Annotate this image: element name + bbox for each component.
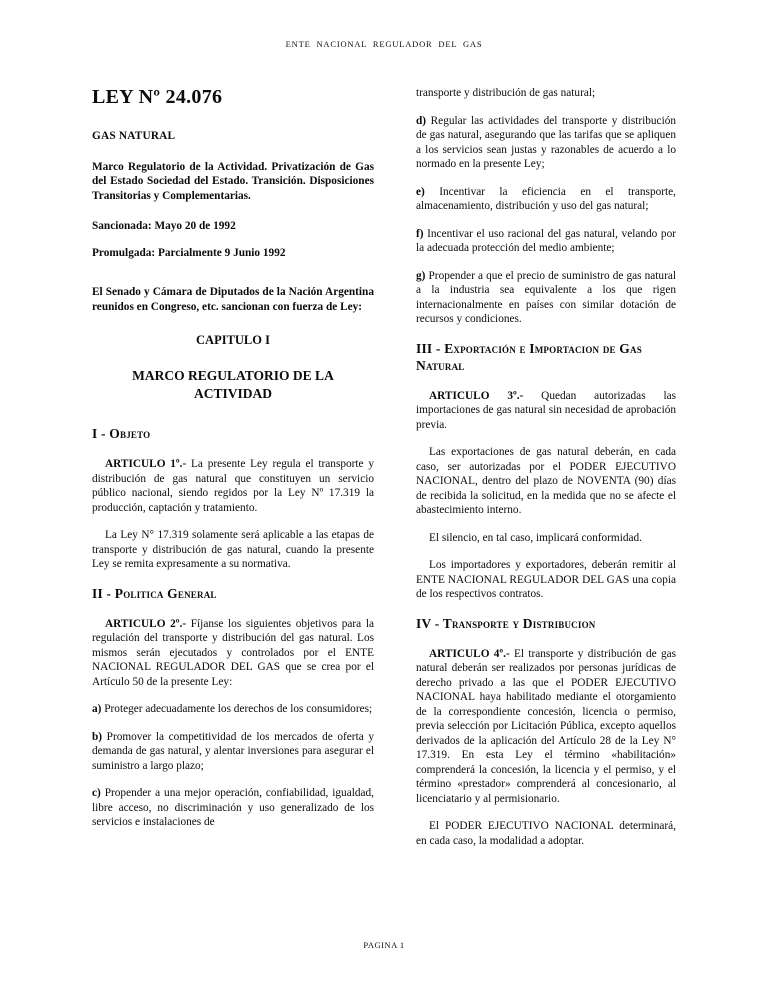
- page-footer: PAGINA 1: [363, 940, 405, 950]
- article-4-paragraph: [416, 647, 676, 807]
- enacting-clause: El Senado y Cámara de Diputados de la Nación Argentina reunidos en Congreso, etc. sancionan con fuerza de Ley:: [92, 286, 374, 313]
- list-item-g-label: g): [416, 269, 426, 282]
- sanction-date: Sancionada: Mayo 20 de 1992: [92, 220, 236, 232]
- list-item-b: [92, 730, 374, 774]
- list-item-e-label: e): [416, 185, 425, 198]
- running-header: ENTE NACIONAL REGULADOR DEL GAS: [285, 39, 483, 49]
- article-1-label: ARTICULO 1º.-: [105, 458, 187, 470]
- article-2-label: ARTICULO 2º.-: [105, 617, 187, 630]
- list-item-a-text: Proteger adecuadamente los derechos de los consumidores;: [101, 703, 373, 715]
- list-item-g: [416, 269, 676, 327]
- list-item-c-text: Propender a una mejor operación, confiabilidad, igualdad, libre acceso, no discriminación y uso generalizado de los servicios e instalaciones de: [92, 787, 374, 828]
- list-item-f-label: f): [416, 227, 424, 240]
- list-item-d-text: Regular las actividades del transporte y distribución de gas natural, asegurando que las tarifas que se apliquen a los servicios sean justas y razonables de acuerdo a lo normado en la presente Ley;: [416, 114, 676, 170]
- chapter-title: MARCO REGULATORIO DE LA ACTIVIDAD: [132, 368, 334, 401]
- list-item-e: [416, 185, 676, 214]
- continuation-paragraph: transporte y distribución de gas natural;: [416, 87, 596, 99]
- chapter-label: CAPITULO I: [196, 333, 270, 347]
- section-heading-exportacion-importacion: III - Exportación e Importacion de Gas Natural: [416, 340, 642, 373]
- article-1-paragraph-2: La Ley N° 17.319 solamente será aplicable a las etapas de transporte y distribución de gas natural, cuando la presente Ley se remita expresamente a su normativa.: [92, 529, 374, 570]
- article-1-paragraph: [92, 457, 374, 515]
- list-item-d-label: d): [416, 114, 427, 127]
- section-heading-politica-general: II - Politica General: [92, 585, 217, 601]
- right-column: [416, 86, 676, 861]
- section-heading-objeto: I - Objeto: [92, 426, 151, 441]
- list-item-g-text: Propender a que el precio de suministro de gas natural a la industria sea equivalente a los que rigen internacionalmente en países con similar dotación de recursos y condiciones.: [416, 269, 676, 325]
- list-item-f: [416, 227, 676, 256]
- list-item-f-text: Incentivar el uso racional del gas natural, velando por la adecuada protección del medio ambiente;: [416, 227, 676, 254]
- list-item-b-text: Promover la competitividad de los mercados de oferta y demanda de gas natural, y alentar inversiones para asegurar el suministro a largo plazo;: [92, 730, 374, 772]
- list-item-a: [92, 702, 374, 717]
- article-3-paragraph-2: Las exportaciones de gas natural deberán, en cada caso, ser autorizadas por el PODER EJECUTIVO NACIONAL, dentro del plazo de NOVENTA (90) días de recibida la solicitud, en la medida que no se afecte el abastecimiento interno.: [416, 446, 676, 516]
- article-3-text: Quedan autorizadas las importaciones de gas natural sin necesidad de aprobación previa.: [416, 389, 676, 431]
- article-1-text: La presente Ley regula el transporte y distribución de gas natural que constituyen un servicio público nacional, siendo regidos por la Ley Nº 17.319 la producción, captación y tratamiento.: [92, 458, 374, 514]
- left-column: [92, 86, 374, 843]
- article-4-paragraph-2: El PODER EJECUTIVO NACIONAL determinará, en cada caso, la modalidad a adoptar.: [416, 820, 676, 847]
- article-3-paragraph-3: El silencio, en tal caso, implicará conformidad.: [429, 531, 642, 544]
- list-item-a-label: a): [92, 703, 102, 715]
- article-2-text: Fíjanse los siguientes objetivos para la regulación del transporte y distribución del gas natural. Los mismos serán ejecutados y controlados por el ENTE NACIONAL REGULADOR DEL GAS que se crea por el Artículo 50 de la presente Ley:: [92, 617, 374, 688]
- list-item-e-text: Incentivar la eficiencia en el transporte, almacenamiento, distribución y uso del gas natural;: [416, 185, 676, 212]
- law-subject: GAS NATURAL: [92, 130, 176, 142]
- law-summary: Marco Regulatorio de la Actividad. Privatización de Gas del Estado Sociedad del Estado. Transición. Disposiciones Transitorias y Complementarias.: [92, 160, 374, 202]
- law-title: LEY Nº 24.076: [92, 86, 223, 108]
- section-heading-transporte-distribucion: IV - Transporte y Distribucion: [416, 615, 596, 631]
- list-item-c-label: c): [92, 787, 101, 799]
- article-3-label: ARTICULO 3º.-: [429, 389, 524, 402]
- article-2-paragraph: [92, 617, 374, 690]
- article-3-paragraph: [416, 389, 676, 433]
- article-4-text: El transporte y distribución de gas natural deberán ser realizados por personas jurídicas de derecho privado a las que el PODER EJECUTIVO NACIONAL haya habilitado mediante el otorgamiento de la correspondiente concesión, licencia o permiso, previa selección por Licitación Pública, excepto aquellos derivados de la aplicación del Artículo 28 de la Ley N° 17.319. En esta Ley el término «habilitación» comprenderá la concesión, la licencia y el permiso, y el término «prestador» comprenderá al concesionario, al licenciatario y al permisionario.: [416, 647, 677, 805]
- article-4-label: ARTICULO 4º.-: [429, 647, 510, 660]
- list-item-d: [416, 114, 676, 172]
- list-item-c: [92, 786, 374, 830]
- promulgation-date: Promulgada: Parcialmente 9 Junio 1992: [92, 246, 286, 259]
- article-3-paragraph-4: Los importadores y exportadores, deberán remitir al ENTE NACIONAL REGULADOR DEL GAS una copia de los respectivos contratos.: [416, 559, 676, 600]
- list-item-b-label: b): [92, 730, 103, 743]
- columns: [92, 86, 676, 861]
